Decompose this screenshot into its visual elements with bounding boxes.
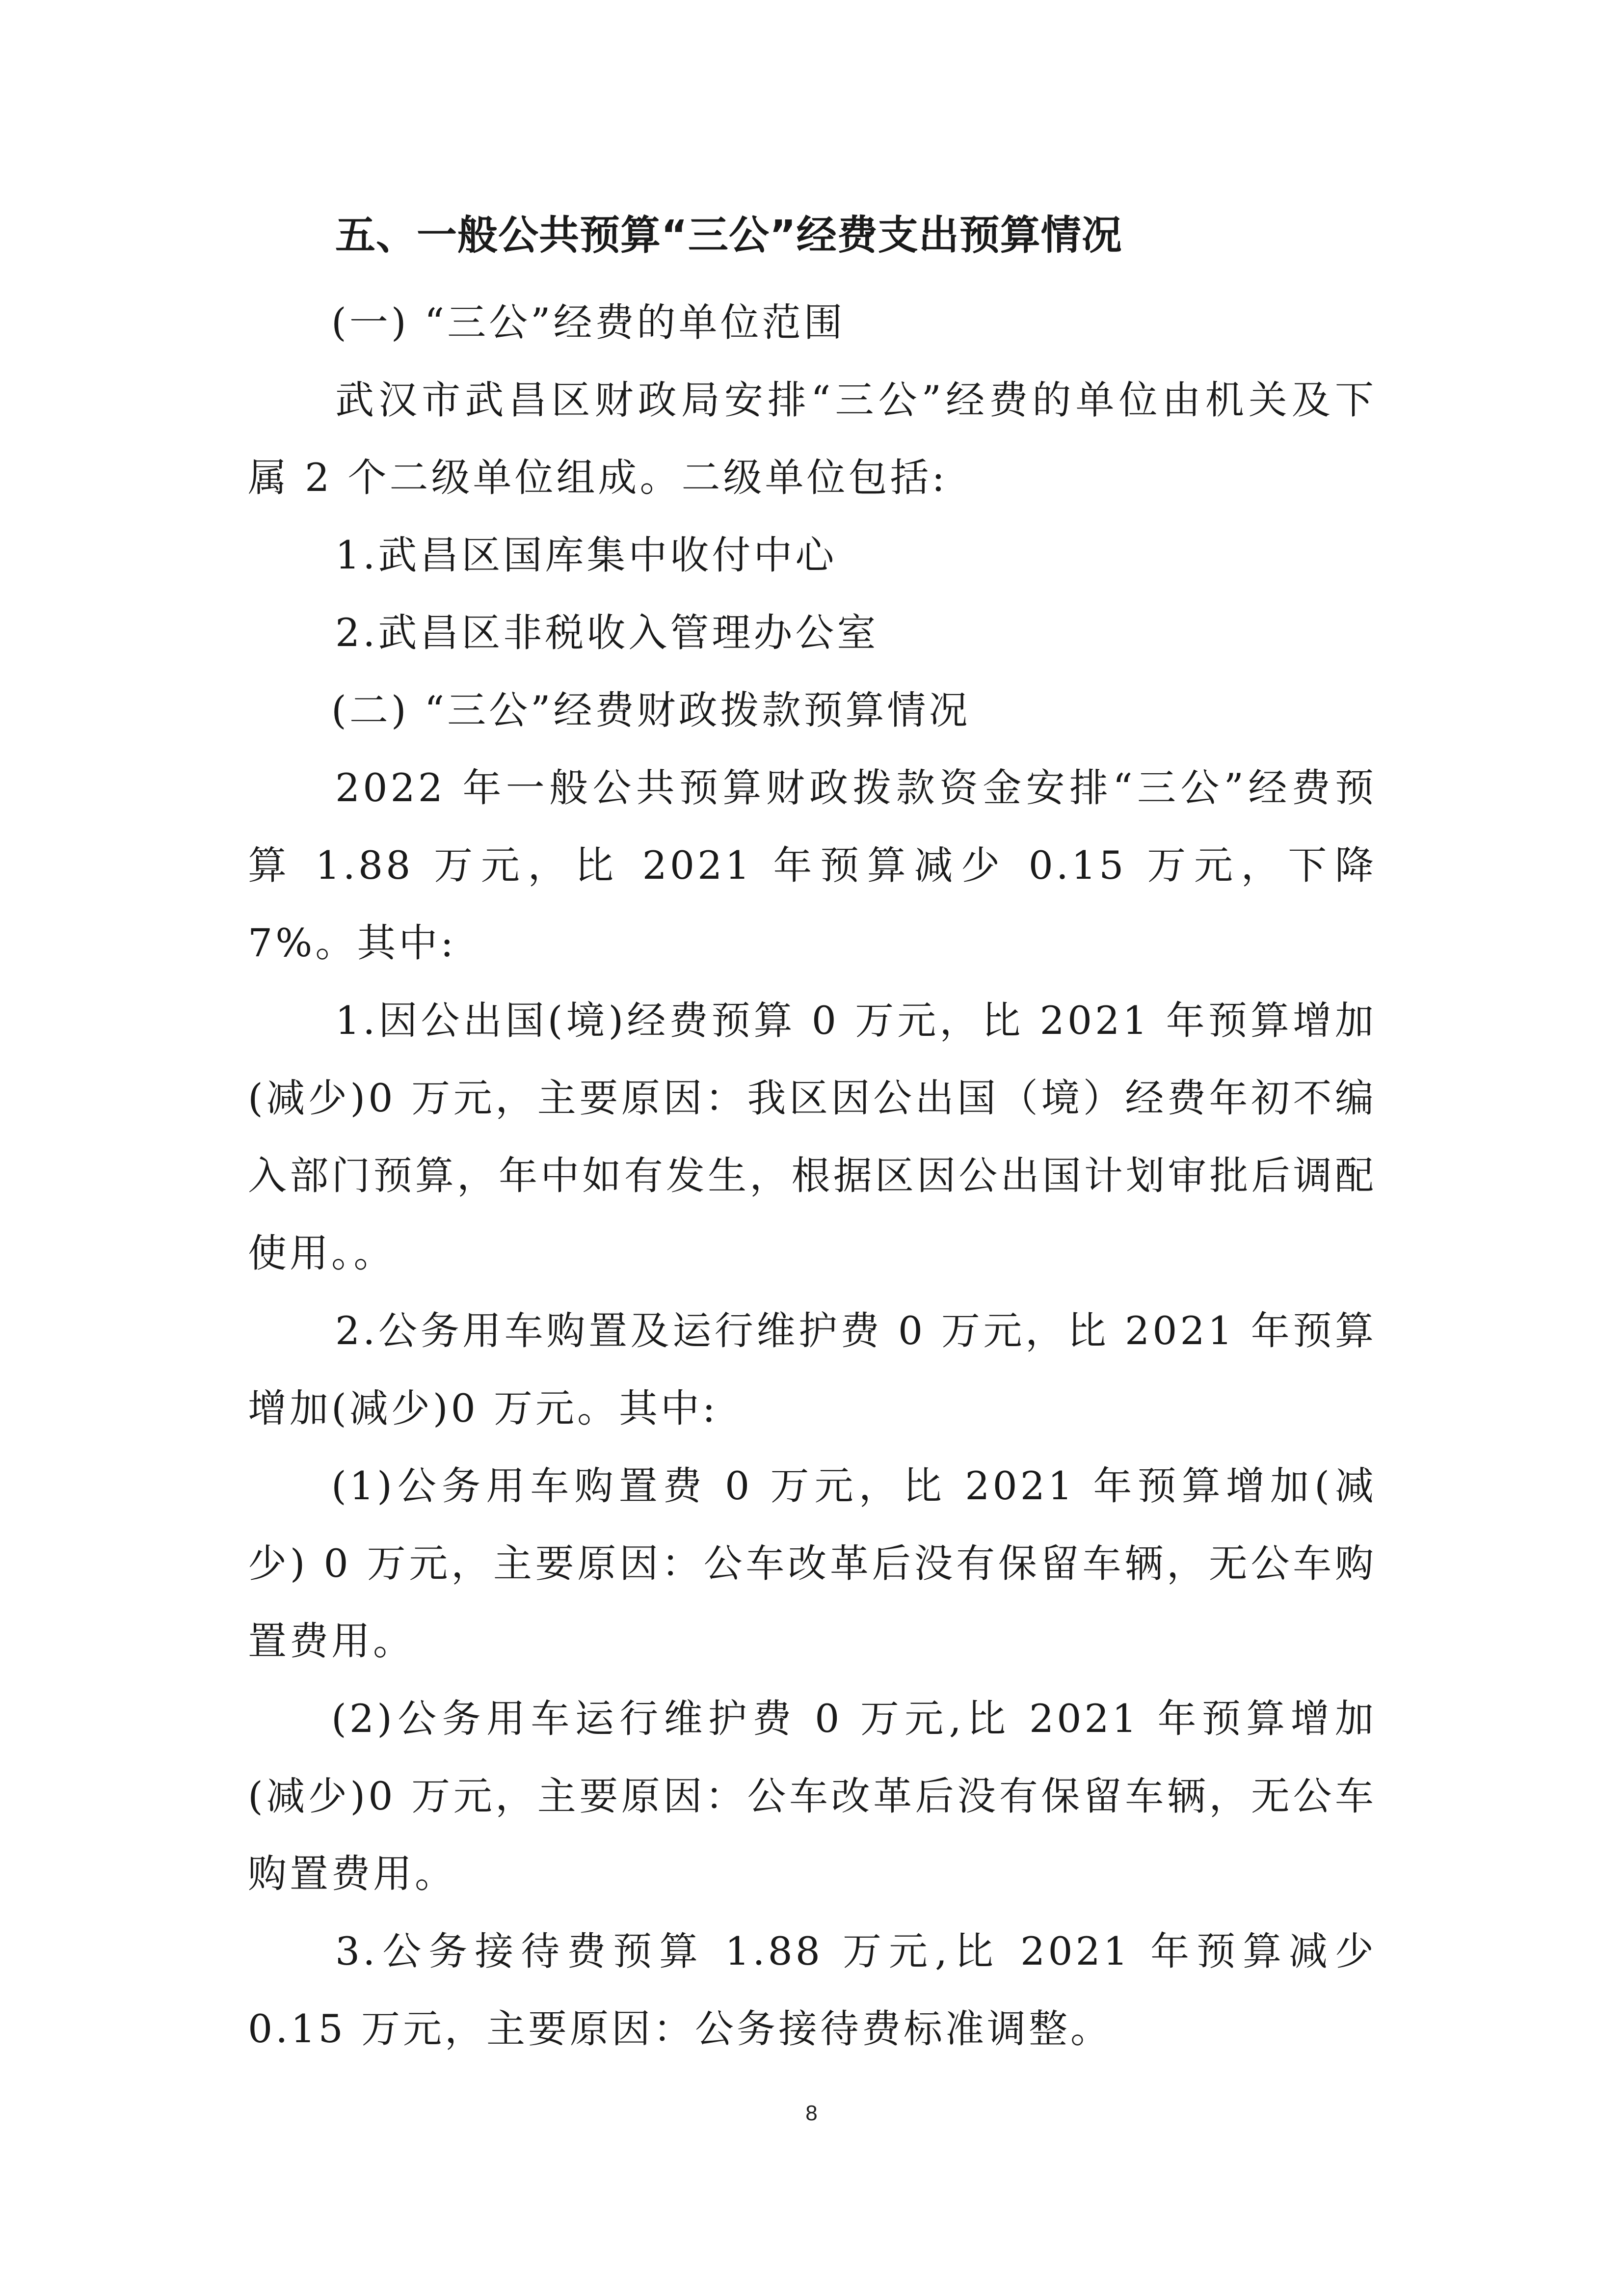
paragraph-budget-summary: 2022 年一般公共预算财政拨款资金安排“三公”经费预算 1.88 万元，比 2021 年预算减少 0.15 万元，下降 7%。其中: — [248, 765, 1377, 966]
paragraph-vehicle-costs: 2.公务用车购置及运行维护费 0 万元，比 2021 年预算增加(减少)0 万元。其中: — [248, 1308, 1377, 1431]
page-number: 8 — [805, 2101, 818, 2125]
list-item-non-tax-office: 2.武昌区非税收入管理办公室 — [335, 610, 879, 655]
paragraph-overseas-travel: 1.因公出国(境)经费预算 0 万元，比 2021 年预算增加(减少)0 万元，主要原因：我区因公出国（境）经费年初不编入部门预算，年中如有发生，根据区因公出国计划审批后调配使用。。 — [248, 998, 1377, 1276]
paragraph-unit-composition: 武汉市武昌区财政局安排“三公”经费的单位由机关及下属 2 个二级单位组成。二级单位包括: — [248, 378, 1377, 500]
paragraph-vehicle-maintenance: (2)公务用车运行维护费 0 万元,比 2021 年预算增加(减少)0 万元，主要原因：公车改革后没有保留车辆，无公车购置费用。 — [248, 1696, 1377, 1896]
document-body — [248, 206, 1377, 2068]
subsection-heading-budget: (二) “三公”经费财政拨款预算情况 — [331, 688, 971, 733]
paragraph-reception-costs: 3.公务接待费预算 1.88 万元,比 2021 年预算减少 0.15 万元，主要原因：公务接待费标准调整。 — [248, 1929, 1377, 2052]
paragraph-vehicle-purchase: (1)公务用车购置费 0 万元，比 2021 年预算增加(减少) 0 万元，主要原因：公车改革后没有保留车辆，无公车购置费用。 — [248, 1463, 1377, 1664]
section-heading: 五、一般公共预算“三公”经费支出预算情况 — [335, 212, 1122, 259]
subsection-heading-unit-scope: (一) “三公”经费的单位范围 — [331, 300, 846, 345]
list-item-treasury-center: 1.武昌区国库集中收付中心 — [335, 533, 837, 578]
